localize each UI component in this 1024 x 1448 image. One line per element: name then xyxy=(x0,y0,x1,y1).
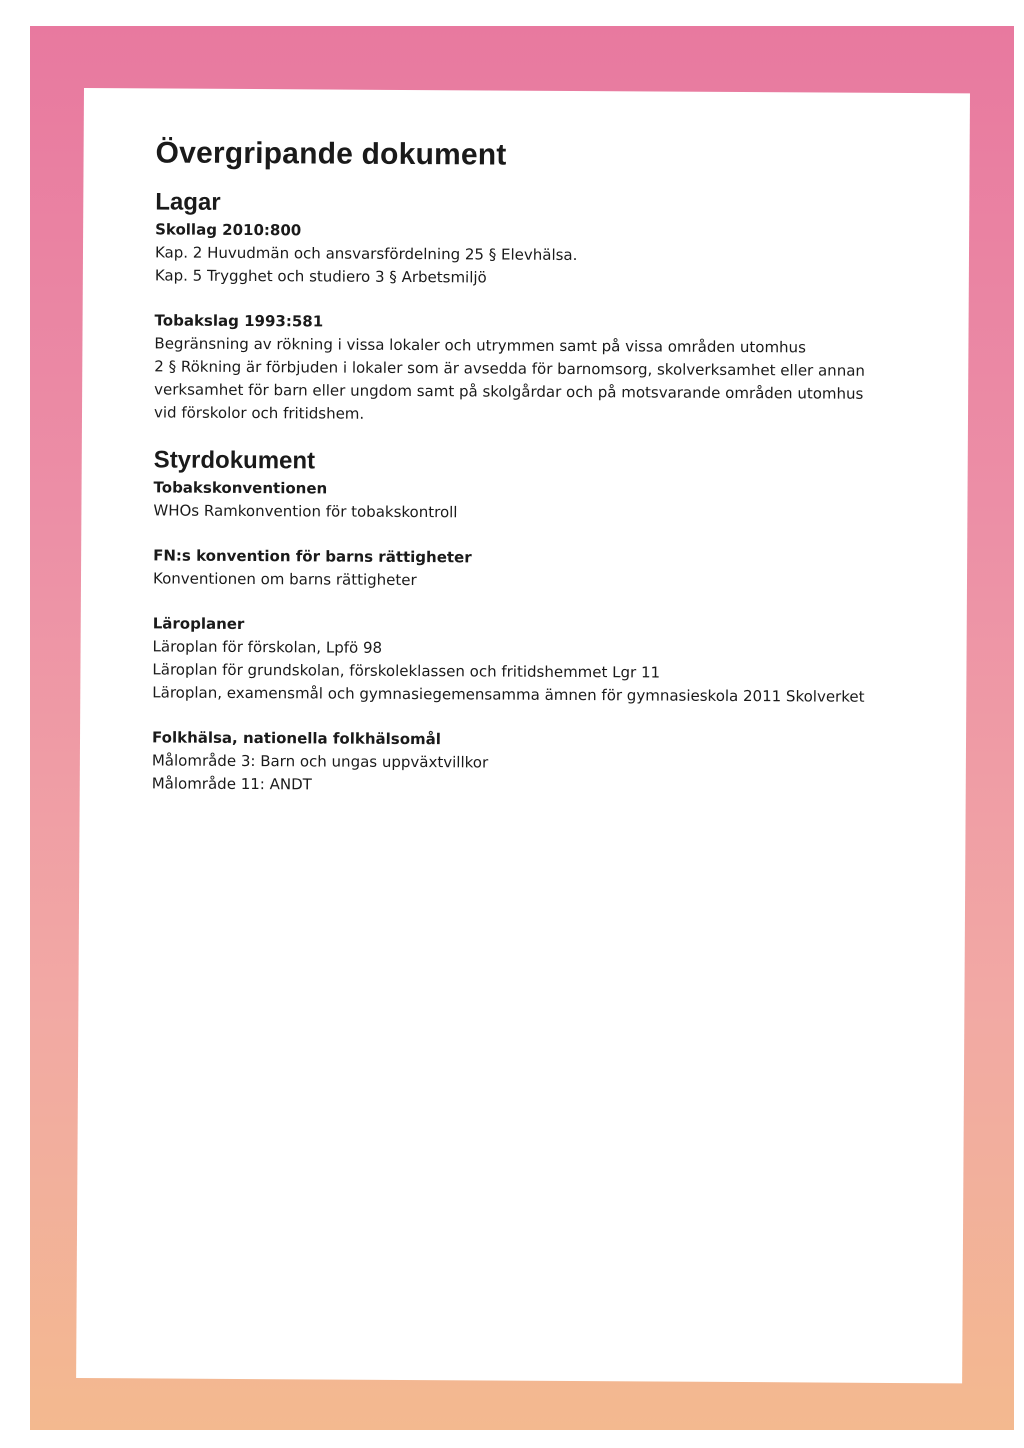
document-content xyxy=(152,136,916,822)
block-laroplaner xyxy=(152,612,913,709)
section-styrdokument xyxy=(152,446,914,800)
section-title-styrdokument: Styrdokument xyxy=(153,446,316,475)
block-heading-skollag: Skollag 2010:800 xyxy=(155,220,302,240)
text-line: WHOs Ramkonvention för tobakskontroll xyxy=(153,501,458,522)
page-title: Övergripande dokument xyxy=(155,136,507,172)
document-sheet xyxy=(76,88,970,1383)
text-line: Läroplan, examensmål och gymnasiegemensamma ämnen för gymnasieskola 2011 Skolverket xyxy=(152,683,865,706)
section-title-lagar: Lagar xyxy=(155,188,221,216)
block-fn-konvention xyxy=(153,544,913,595)
block-heading-folkhalsa: Folkhälsa, nationella folkhälsomål xyxy=(151,728,441,749)
text-line: Kap. 5 Trygghet och studiero 3 § Arbetsmiljö xyxy=(154,266,487,287)
text-line: Målområde 3: Barn och ungas uppväxtvillkor xyxy=(151,751,489,772)
block-heading-tobakskonventionen: Tobakskonventionen xyxy=(153,478,328,498)
block-heading-fn-konvention: FN:s konvention för barns rättigheter xyxy=(153,546,472,567)
text-line: Begränsning av rökning i vissa lokaler och utrymmen samt på vissa områden utomhus xyxy=(154,334,806,357)
text-line: Läroplan för grundskolan, förskoleklassen och fritidshemmet Lgr 11 xyxy=(152,660,661,682)
text-line: Läroplan för förskolan, Lpfö 98 xyxy=(152,637,383,657)
section-lagar xyxy=(154,188,915,429)
block-heading-laroplaner: Läroplaner xyxy=(152,614,245,633)
gradient-page-border xyxy=(30,26,1014,1430)
block-tobakskonventionen xyxy=(153,476,913,527)
text-line: Konventionen om barns rättigheter xyxy=(152,569,417,590)
block-heading-tobakslag: Tobakslag 1993:581 xyxy=(154,311,324,331)
text-paragraph: 2 § Rökning är förbjuden i lokaler som är avsedda för barnomsorg, skolverksamhet eller annan verksamhet för barn eller ungdom samt på skolgårdar och på motsvarande områden utomhus vid förskolor och fritidshem. xyxy=(153,357,865,423)
text-line: Kap. 2 Huvudmän och ansvarsfördelning 25 § Elevhälsa. xyxy=(154,243,578,265)
block-tobakslag xyxy=(154,309,915,429)
text-line: Målområde 11: ANDT xyxy=(151,774,312,794)
block-folkhalsa xyxy=(152,726,912,800)
block-skollag xyxy=(155,218,915,292)
